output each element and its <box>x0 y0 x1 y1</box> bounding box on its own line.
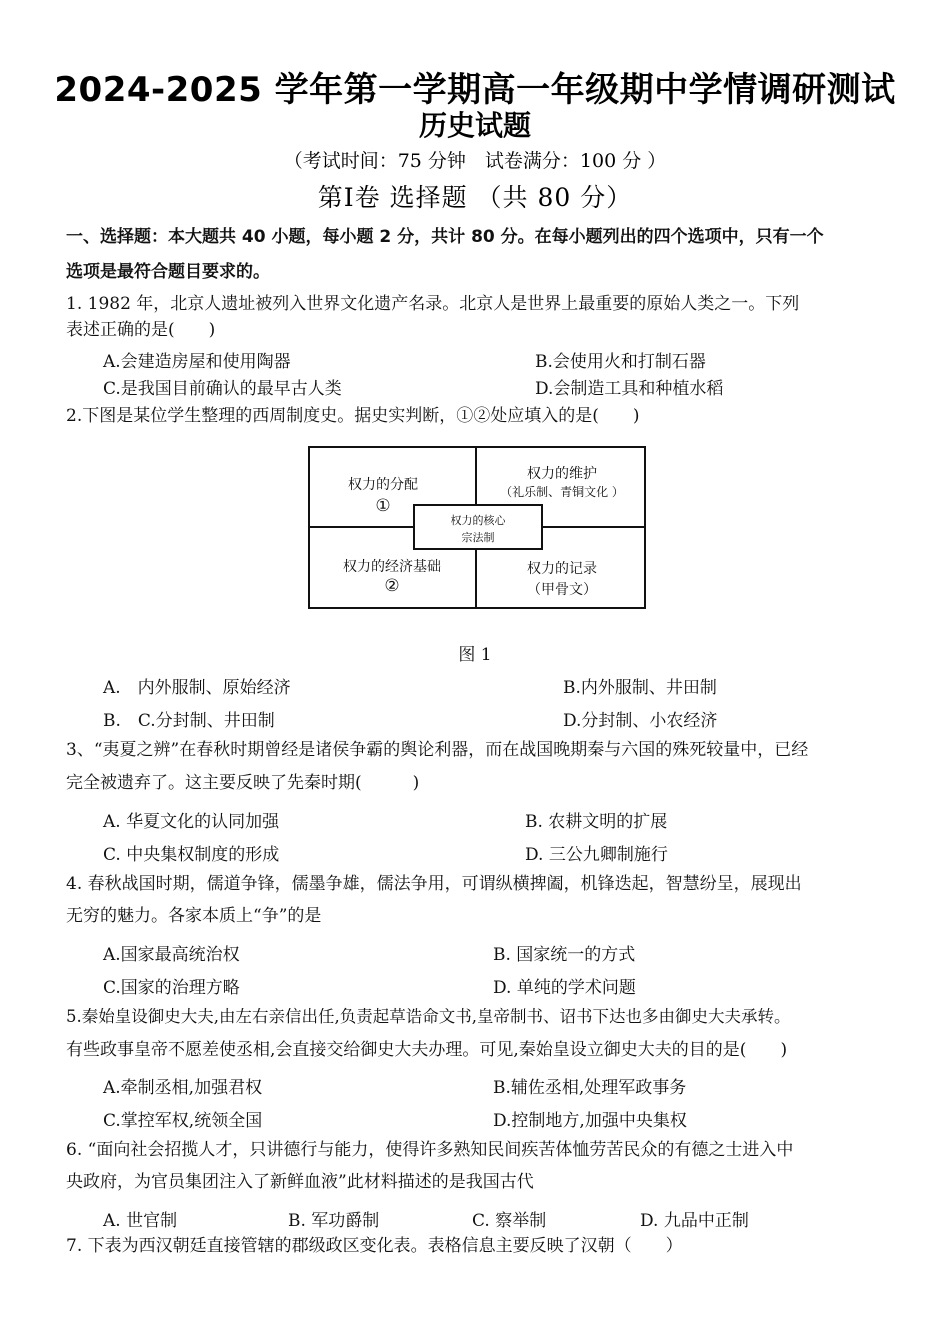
diagram-bottom-right-sub: （甲骨文） <box>527 582 597 598</box>
q1-option-d[interactable]: D.会制造工具和种植水稻 <box>535 379 724 399</box>
q6-option-c[interactable]: C. 察举制 <box>472 1211 547 1231</box>
q4-option-d[interactable]: D. 单纯的学术问题 <box>493 978 636 998</box>
q6-option-a[interactable]: A. 世官制 <box>103 1211 178 1231</box>
diagram-top-right-sub: （礼乐制、青铜文化 ） <box>500 485 624 499</box>
q2-option-d[interactable]: D.分封制、小农经济 <box>563 711 718 731</box>
q1-stem-line-1: 1. 1982 年，北京人遗址被列入世界文化遗产名录。北京人是世界上最重要的原始人类之一。下列 <box>66 294 800 314</box>
q3-option-a[interactable]: A. 华夏文化的认同加强 <box>103 812 280 832</box>
diagram-center-title: 权力的核心 <box>450 514 506 527</box>
q5-option-c[interactable]: C.掌控军权,统领全国 <box>103 1111 263 1131</box>
q3-stem-line-2: 完全被遗弃了。这主要反映了先秦时期( ) <box>66 773 420 793</box>
q4-option-b[interactable]: B. 国家统一的方式 <box>493 945 636 965</box>
diagram-bottom-left-title: 权力的经济基础 <box>343 559 441 575</box>
diagram-top-left-title: 权力的分配 <box>348 477 418 493</box>
section-title: 第Ⅰ卷 选择题 （共 80 分） <box>317 183 633 212</box>
diagram-bottom-right-title: 权力的记录 <box>527 561 597 577</box>
diagram-center-sub: 宗法制 <box>461 531 495 544</box>
q6-option-b[interactable]: B. 军功爵制 <box>288 1211 380 1231</box>
q4-stem-line-1: 4. 春秋战国时期，儒道争锋，儒墨争雄，儒法争用，可谓纵横捭阖，机锋迭起，智慧纷呈，展现出 <box>66 874 802 894</box>
q1-stem-line-2: 表述正确的是( ) <box>66 320 216 340</box>
q3-option-d[interactable]: D. 三公九卿制施行 <box>525 845 668 865</box>
subject-title: 历史试题 <box>418 109 531 142</box>
q3-option-c[interactable]: C. 中央集权制度的形成 <box>103 845 280 865</box>
diagram-top-right-title: 权力的维护 <box>527 466 597 482</box>
q2-option-b[interactable]: B.内外服制、井田制 <box>563 678 717 698</box>
q2-stem-line-1: 2.下图是某位学生整理的西周制度史。据史实判断，①②处应填入的是( ) <box>66 406 640 426</box>
diagram-mark-2: ② <box>384 576 400 596</box>
diagram-mark-1: ① <box>375 496 391 516</box>
q6-stem-line-1: 6. “面向社会招揽人才，只讲德行与能力，使得许多熟知民间疾苦体恤劳苦民众的有德之士进入中 <box>66 1140 794 1160</box>
q5-option-d[interactable]: D.控制地方,加强中央集权 <box>493 1111 687 1131</box>
exam-title: 2024-2025 学年第一学期高一年级期中学情调研测试 <box>54 70 896 110</box>
q6-option-d[interactable]: D. 九品中正制 <box>640 1211 749 1231</box>
q6-stem-line-2: 央政府，为官员集团注入了新鲜血液”此材料描述的是我国古代 <box>66 1172 534 1192</box>
q5-stem-line-1: 5.秦始皇设御史大夫,由左右亲信出任,负责起草诰命文书,皇帝制书、诏书下达也多由御史大夫承转。 <box>66 1007 791 1026</box>
q5-option-b[interactable]: B.辅佐丞相,处理军政事务 <box>493 1078 687 1098</box>
q3-stem-line-1: 3、“夷夏之辨”在春秋时期曾经是诸侯争霸的舆论利器，而在战国晚期秦与六国的殊死较量中，已经 <box>66 740 809 760</box>
q2-option-c[interactable]: B. C.分封制、井田制 <box>103 711 275 731</box>
q1-option-c[interactable]: C.是我国目前确认的最早古人类 <box>103 379 342 399</box>
instructions-line-2: 选项是最符合题目要求的。 <box>66 262 270 282</box>
exam-info: （考试时间：75 分钟 试卷满分：100 分 ） <box>283 150 667 172</box>
instructions-line-1: 一、选择题：本大题共 40 小题，每小题 2 分，共计 80 分。在每小题列出的四个选项中，只有一个 <box>66 227 824 247</box>
q4-stem-line-2: 无穷的魅力。各家本质上“争”的是 <box>66 906 322 926</box>
q5-stem-line-2: 有些政事皇帝不愿差使丞相,会直接交给御史大夫办理。可见,秦始皇设立御史大夫的目的是( ) <box>66 1040 788 1060</box>
q4-option-c[interactable]: C.国家的治理方略 <box>103 978 240 998</box>
q1-option-a[interactable]: A.会建造房屋和使用陶器 <box>103 352 291 372</box>
q2-option-a[interactable]: A. 内外服制、原始经济 <box>103 678 291 698</box>
figure-caption: 图 1 <box>458 645 492 665</box>
q7-stem-line-1: 7. 下表为西汉朝廷直接管辖的郡级政区变化表。表格信息主要反映了汉朝（ ） <box>66 1236 683 1256</box>
q4-option-a[interactable]: A.国家最高统治权 <box>103 945 240 965</box>
q5-option-a[interactable]: A.牵制丞相,加强君权 <box>103 1078 263 1098</box>
western-zhou-diagram <box>308 446 646 609</box>
q3-option-b[interactable]: B. 农耕文明的扩展 <box>525 812 668 832</box>
q1-option-b[interactable]: B.会使用火和打制石器 <box>535 352 706 372</box>
